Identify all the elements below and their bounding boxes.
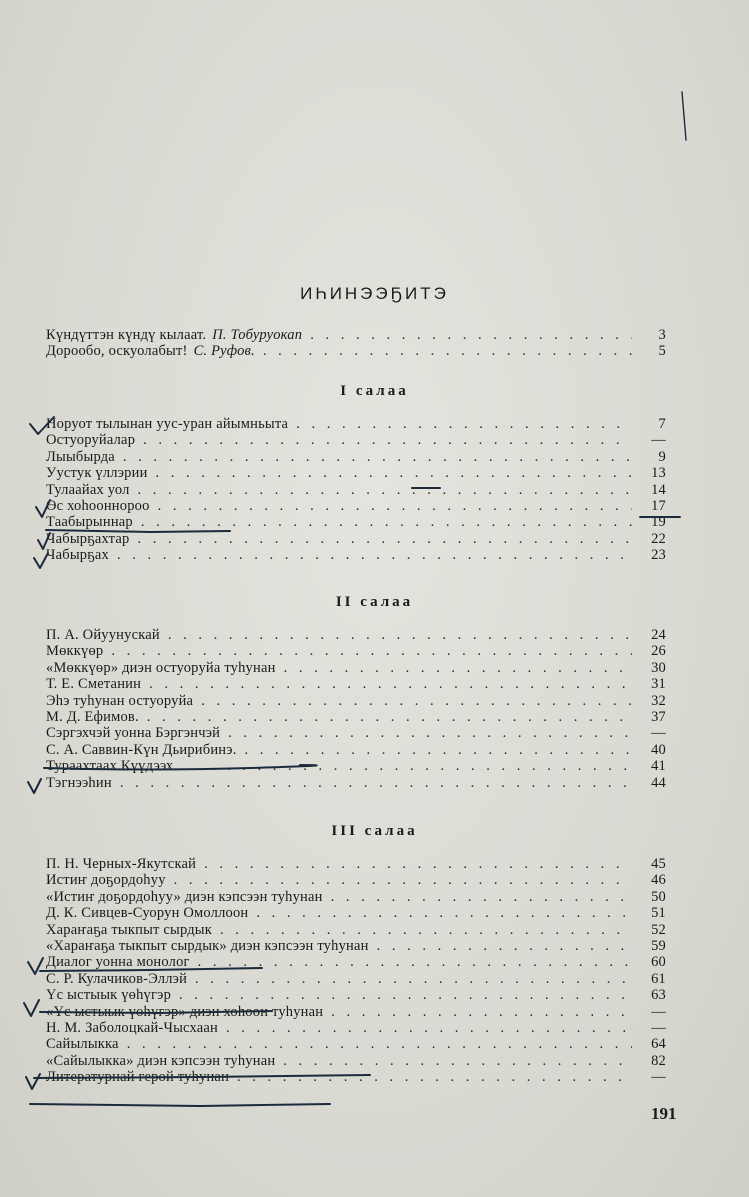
toc-entry: [46, 531, 666, 547]
leader-dots: [245, 742, 632, 758]
intro-entry: [46, 327, 666, 343]
entry-title: Н. М. Заболоцкай-Чысхаан: [46, 1019, 218, 1036]
leader-dots: [168, 627, 632, 643]
leader-dots: [123, 449, 632, 465]
toc-entry: [46, 905, 666, 921]
leader-dots: [284, 660, 632, 676]
leader-dots: [174, 872, 632, 888]
entry-title: Сэргэхчэй уонна Бэргэнчэй: [46, 725, 221, 742]
toc-title: ИҺИНЭЭҔИТЭ: [300, 284, 449, 303]
entry-title: Истиҥ доҕордоһуу: [46, 872, 166, 889]
section-1-list: [46, 416, 666, 564]
leader-dots: [117, 547, 632, 563]
entry-title: М. Д. Ефимов.: [46, 708, 139, 725]
toc-entry: [46, 693, 666, 709]
entry-page: 63: [651, 987, 666, 1004]
leader-dots: [283, 1053, 632, 1069]
leader-dots: [138, 482, 632, 498]
entry-page: 9: [658, 448, 666, 465]
entry-page: 32: [651, 692, 666, 709]
leader-dots: [156, 465, 632, 481]
leader-dots: [198, 954, 632, 970]
entry-title: «Истиҥ доҕордоһуу» диэн кэпсээн туһунан: [46, 888, 323, 905]
entry-title: Т. Е. Сметанин: [46, 676, 142, 693]
toc-entry: [46, 954, 666, 970]
leader-dots: [149, 676, 632, 692]
toc-entry: [46, 922, 666, 938]
toc-entry: [46, 856, 666, 872]
entry-page: 44: [651, 774, 666, 791]
toc-entry: [46, 676, 666, 692]
entry-title: Уустук үллэрии: [46, 465, 148, 482]
toc-entry: [46, 465, 666, 481]
leader-dots: [141, 514, 632, 530]
toc-entry: [46, 432, 666, 448]
entry-title: Тураахтаах Күүдээх: [46, 758, 174, 775]
entry-title: С. А. Саввин-Күн Дьирибинэ.: [46, 741, 237, 758]
section-3-list: [46, 856, 666, 1085]
entry-author: С. Руфов.: [193, 343, 255, 360]
entry-title: Чабырҕахтар: [46, 530, 130, 547]
toc-entry: [46, 498, 666, 514]
entry-page: 14: [651, 481, 666, 498]
entry-title: «Мөккүөр» диэн остуоруйа туһунан: [46, 659, 276, 676]
toc-entry: [46, 514, 666, 530]
toc-entry: [46, 758, 666, 774]
entry-page: 31: [651, 676, 666, 693]
entry-page: 50: [651, 888, 666, 905]
entry-page: 24: [651, 627, 666, 643]
entry-title: Дорообо, оскуолабыт!: [46, 343, 188, 360]
section-heading: I салаа: [340, 383, 409, 399]
entry-page: 22: [651, 530, 666, 547]
leader-dots: [226, 1020, 632, 1036]
toc-entry: [46, 1020, 666, 1036]
leader-dots: [204, 856, 632, 872]
checkmark-icon: [24, 1000, 39, 1016]
section-heading: III салаа: [331, 823, 418, 839]
leader-dots: [179, 987, 632, 1003]
entry-title: С. Р. Кулачиков-Эллэй: [46, 970, 188, 987]
checkmark-icon: [26, 1074, 40, 1089]
entry-page: 82: [651, 1052, 666, 1069]
entry-page: 45: [651, 856, 666, 872]
entry-title: «Хараҥаҕа тыкпыт сырдык» диэн кэпсээн туһунан: [46, 937, 369, 954]
entry-title: «Сайылыкка» диэн кэпсээн туһунан: [46, 1052, 276, 1069]
checkmark-icon: [28, 779, 41, 793]
entry-title: Хараҥаҕа тыкпыт сырдык: [46, 921, 212, 938]
entry-title: Литературнай герой туһунан: [46, 1069, 230, 1086]
toc-entry: [46, 449, 666, 465]
entry-title: Өс хоһооннороо: [46, 497, 150, 514]
entry-page: 61: [651, 970, 666, 987]
entry-title: Чабырҕах: [46, 547, 109, 564]
toc-entry: [46, 775, 666, 791]
entry-page: 41: [651, 758, 666, 775]
leader-dots: [195, 971, 632, 987]
toc-entry: [46, 987, 666, 1003]
entry-title: Лыыбырда: [46, 448, 115, 465]
leader-dots: [137, 531, 632, 547]
leader-dots: [296, 416, 632, 432]
entry-title: Эһэ туһунан остуоруйа: [46, 692, 194, 709]
toc-entry: [46, 742, 666, 758]
toc-entry: [46, 1069, 666, 1085]
toc-entry: [46, 660, 666, 676]
entry-title: П. А. Ойуунускай: [46, 627, 160, 643]
entry-page: 64: [651, 1036, 666, 1053]
entry-page: —: [651, 432, 666, 449]
leader-dots: [147, 709, 632, 725]
entry-title: Тэгнээһин: [46, 774, 112, 791]
leader-dots: [331, 889, 632, 905]
entry-title: Үс ыстыык үөһүгэр: [46, 987, 172, 1004]
toc-entry: [46, 547, 666, 563]
leader-dots: [331, 1004, 632, 1020]
leader-dots: [310, 327, 632, 343]
toc-entry: [46, 627, 666, 643]
entry-page: 60: [651, 954, 666, 971]
leader-dots: [237, 1069, 632, 1085]
entry-page: 30: [651, 659, 666, 676]
toc-entry: [46, 938, 666, 954]
entry-page: 7: [658, 416, 666, 432]
leader-dots: [158, 498, 632, 514]
entry-page: 37: [651, 708, 666, 725]
entry-page: 51: [651, 905, 666, 922]
entry-page: 5: [658, 343, 666, 360]
intro-list: [46, 327, 666, 360]
toc-entry: [46, 643, 666, 659]
entry-page: 13: [651, 465, 666, 482]
entry-author: П. Тобуруокап: [212, 327, 303, 343]
entry-page: 3: [658, 327, 666, 343]
entry-page: 59: [651, 937, 666, 954]
leader-dots: [220, 922, 632, 938]
entry-page: —: [651, 1019, 666, 1036]
section-2-list: [46, 627, 666, 791]
leader-dots: [111, 643, 632, 659]
entry-page: 52: [651, 921, 666, 938]
entry-page: 40: [651, 741, 666, 758]
entry-title: Күндүттэн күндү кылаат.: [46, 327, 207, 343]
entry-page: 26: [651, 643, 666, 660]
toc-entry: [46, 971, 666, 987]
leader-dots: [263, 343, 632, 359]
entry-title: Норуот тылынан уус-уран айымньыта: [46, 416, 289, 432]
toc-entry: [46, 416, 666, 432]
leader-dots: [143, 432, 632, 448]
entry-page: —: [651, 725, 666, 742]
leader-dots: [120, 775, 632, 791]
toc-entry: [46, 872, 666, 888]
leader-dots: [256, 905, 632, 921]
entry-page: 17: [651, 497, 666, 514]
entry-page: 19: [651, 514, 666, 531]
underline-mark: [30, 1104, 330, 1106]
entry-title: «Үс ыстыык үөһүгэр» диэн хоһоон туһунан: [46, 1003, 324, 1020]
page-number: 191: [651, 1104, 677, 1123]
entry-title: Тулаайах уол: [46, 481, 130, 498]
entry-title: Сайылыкка: [46, 1036, 119, 1053]
entry-page: 23: [651, 547, 666, 564]
toc-entry: [46, 1004, 666, 1020]
toc-entry: [46, 482, 666, 498]
entry-title: Диалог уонна монолог: [46, 954, 190, 971]
leader-dots: [181, 758, 632, 774]
toc-entry: [46, 709, 666, 725]
toc-entry: [46, 1053, 666, 1069]
entry-title: П. Н. Черных-Якутскай: [46, 856, 197, 872]
toc-entry: [46, 725, 666, 741]
entry-title: Мөккүөр: [46, 643, 104, 660]
checkmark-icon: [28, 958, 43, 974]
entry-page: —: [651, 1069, 666, 1086]
toc-entry: [46, 1036, 666, 1052]
intro-entry: [46, 343, 666, 359]
entry-title: Остуоруйалар: [46, 432, 136, 449]
leader-dots: [127, 1036, 632, 1052]
margin-stroke: [682, 92, 686, 140]
section-heading: II салаа: [335, 594, 414, 610]
toc-entry: [46, 889, 666, 905]
leader-dots: [228, 725, 632, 741]
leader-dots: [201, 693, 632, 709]
leader-dots: [377, 938, 632, 954]
entry-page: 46: [651, 872, 666, 889]
entry-page: —: [651, 1003, 666, 1020]
entry-title: Д. К. Сивцев-Суорун Омоллоон: [46, 905, 249, 922]
entry-title: Таабырыннар: [46, 514, 133, 531]
